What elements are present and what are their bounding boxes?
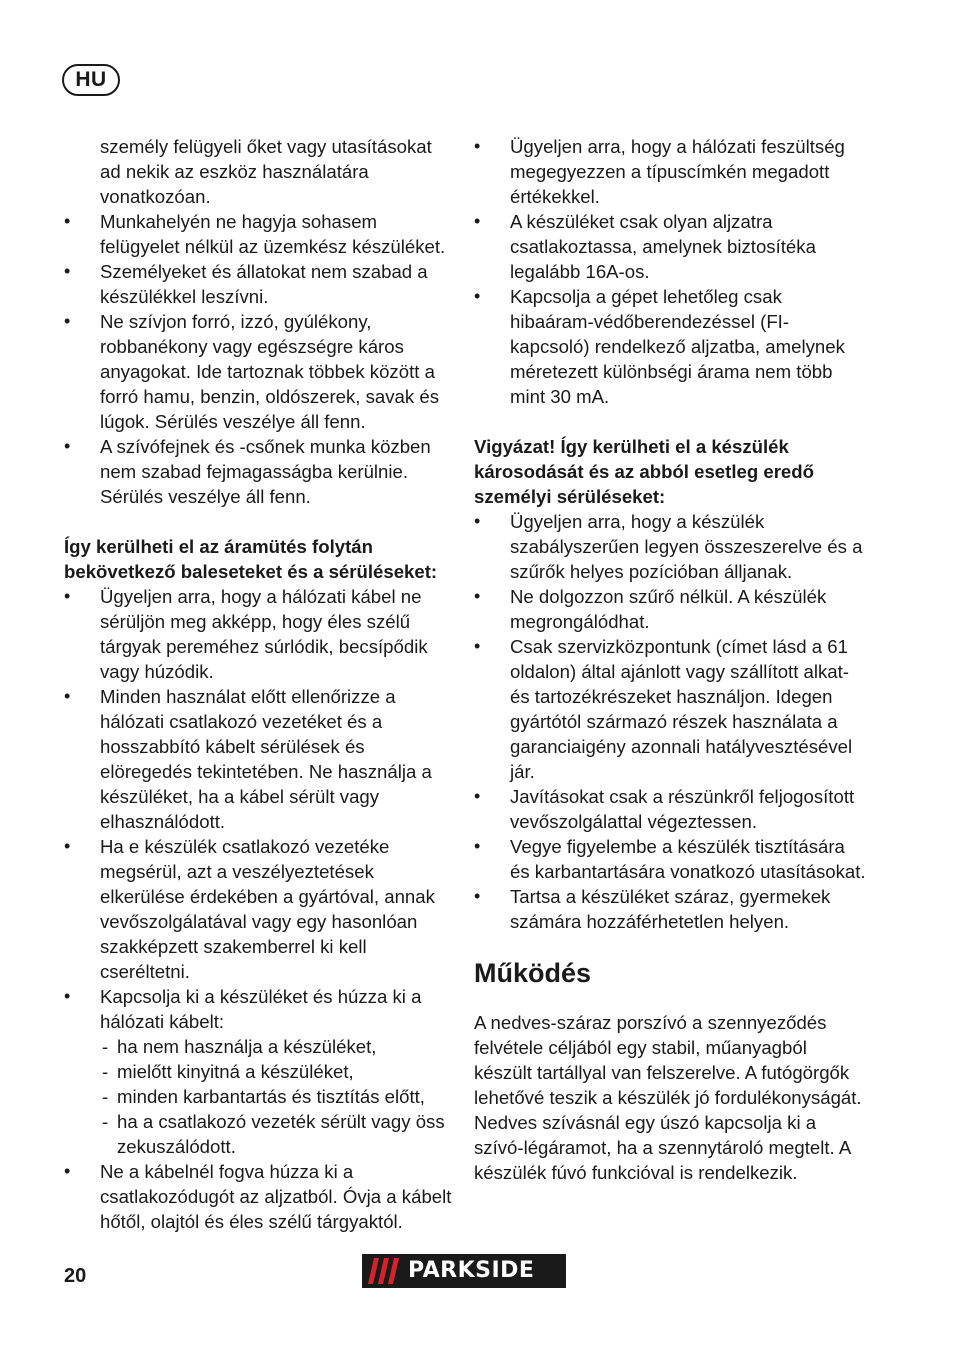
intro-continuation: személy felügyeli őket vagy utasításokat ad nekik az eszköz használatára vonatkozóan.	[100, 136, 432, 207]
list-item: • Tartsa a készüléket száraz, gyermekek számára hozzáférhetetlen helyen.	[474, 884, 866, 934]
list-item: • Ne dolgozzon szűrő nélkül. A készülék megrongálódhat.	[474, 584, 866, 634]
section-title: Működés	[474, 958, 592, 988]
list-item: • Csak szervizközpontunk (címet lásd a 61 oldalon) által ajánlott vagy szállított alkat- és tartozékrészeket használjon. Idegen gyártótól származó részek használata a garanciaigény azonnali hatályvesztésével jár.	[474, 634, 866, 784]
sub-list-item: - minden karbantartás és tisztítás előtt,	[100, 1084, 454, 1109]
page-number: 20	[64, 1265, 87, 1287]
list-item: • Javításokat csak a részünkről feljogosított vevőszolgálattal végeztessen.	[474, 784, 866, 834]
safety-list-general	[64, 209, 454, 509]
list-item: • Munkahelyén ne hagyja sohasem felügyelet nélkül az üzemkész készüléket.	[64, 209, 454, 259]
right-column	[474, 134, 866, 1185]
section-body: A nedves-száraz porszívó a szennyeződés felvétele céljából egy stabil, műanyagból készült tartállyal van felszerelve. A futógörgők lehetővé teszik a készülék jó fordulékonyságát. Nedves szívásnál egy úszó kapcsolja ki a szívó-légáramot, ha a szennytároló megtelt. A készülék fúvó funkcióval is rendelkezik.	[474, 1012, 862, 1183]
list-item: • Vegye figyelembe a készülék tisztítására és karbantartására vonatkozó utasításokat.	[474, 834, 866, 884]
list-item: • A szívófejnek és -csőnek munka közben nem szabad fejmagasságba kerülnie. Sérülés veszélye áll fenn.	[64, 434, 454, 509]
list-item: • Ügyeljen arra, hogy a hálózati kábel ne sérüljön meg akképp, hogy éles szélű tárgyak pereméhez súrlódik, becsípődik vagy húzódik.	[64, 584, 454, 684]
list-item: • Ne szívjon forró, izzó, gyúlékony, robbanékony vagy egészségre káros anyagokat. Ide tartoznak többek között a forró hamu, benzin, oldószerek, savak és lúgok. Sérülés veszélye áll fenn.	[64, 309, 454, 434]
unplug-cases-list	[100, 1034, 454, 1159]
list-item: • Ügyeljen arra, hogy a készülék szabályszerűen legyen összeszerelve és a szűrők helyes pozícióban álljanak.	[474, 509, 866, 584]
electric-safety-heading: Így kerülheti el az áramütés folytán bekövetkező baleseteket és a sérüléseket:	[64, 536, 438, 582]
sub-list-item: - ha nem használja a készüléket,	[100, 1034, 454, 1059]
list-item: • Ügyeljen arra, hogy a hálózati feszültség megegyezzen a típuscímkén megadott értékekkel.	[474, 134, 866, 209]
sub-list-item: - mielőtt kinyitná a készüléket,	[100, 1059, 454, 1084]
list-item: • Ha e készülék csatlakozó vezetéke megsérül, azt a veszélyeztetések elkerülése érdekében a gyártóval, annak vevőszolgálatával vagy egy hasonlóan szakképzett szakemberrel ki kell cseréltetni.	[64, 834, 454, 984]
list-item: • Ne a kábelnél fogva húzza ki a csatlakozódugót az aljzatból. Óvja a kábelt hőtől, olajtól és éles szélű tárgyaktól.	[64, 1159, 454, 1234]
logo-stripes-icon	[368, 1258, 402, 1284]
caution-heading: Vigyázat! Így kerülheti el a készülék károsodását és az abból esetleg eredő személyi sérüléseket:	[474, 436, 814, 507]
safety-list-power	[474, 134, 866, 409]
left-column	[64, 134, 454, 1234]
list-item: • Minden használat előtt ellenőrizze a hálózati csatlakozó vezetéket és a hosszabbító kábelt sérülések és elöregedés tekintetében. Ne használja a készüléket, ha a kábel sérült vagy elhasználódott.	[64, 684, 454, 834]
sub-list-item: - ha a csatlakozó vezeték sérült vagy öss zekuszálódott.	[100, 1109, 454, 1159]
logo-text: PARKSIDE	[408, 1258, 535, 1283]
language-badge: HU	[62, 64, 120, 96]
list-item	[64, 984, 454, 1159]
list-item-text: Kapcsolja ki a készüléket és húzza ki a hálózati kábelt:	[100, 986, 422, 1032]
list-item: • Kapcsolja a gépet lehetőleg csak hibaáram-védőberendezéssel (FI-kapcsoló) rendelkező aljzatba, amelynek méretezett különbségi árama nem több mint 30 mA.	[474, 284, 866, 409]
list-item: • Személyeket és állatokat nem szabad a készülékkel leszívni.	[64, 259, 454, 309]
safety-list-electric	[64, 584, 454, 1234]
parkside-logo	[362, 1254, 566, 1288]
list-item: • A készüléket csak olyan aljzatra csatlakoztassa, amelynek biztosítéka legalább 16A-os.	[474, 209, 866, 284]
safety-list-device	[474, 509, 866, 934]
